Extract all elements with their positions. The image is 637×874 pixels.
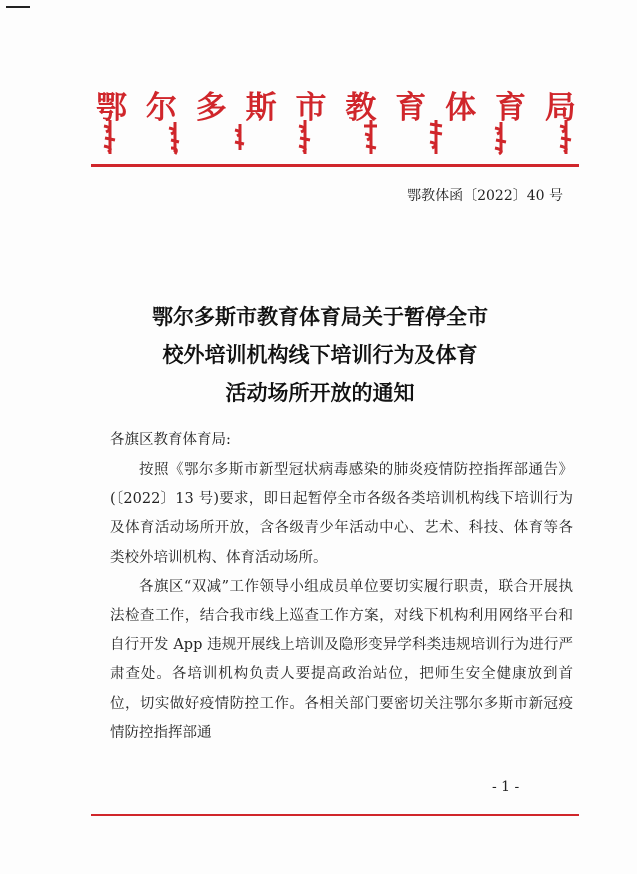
document-number: 鄂教体函〔2022〕40 号 (407, 188, 563, 204)
page-number: - 1 - (492, 779, 520, 795)
title-line: 校外培训机构线下培训行为及体育 (162, 343, 478, 367)
mongolian-script-glyph (165, 118, 185, 156)
letterhead-char: 体 (445, 90, 477, 126)
mongolian-script-glyph (295, 118, 315, 156)
letterhead-char: 育 (495, 90, 526, 126)
mongolian-script-glyph (100, 118, 120, 156)
document-body (110, 456, 573, 748)
mongolian-script-glyph (230, 118, 250, 156)
salutation: 各旗区教育体育局: (110, 432, 231, 448)
letterhead-char: 多 (195, 90, 227, 126)
body-paragraph: 各旗区“双减”工作领导小组成员单位要切实履行职责，联合开展执法检查工作，结合我市线上巡查工作方案，对线下机构利用网络平台和自行开发 App 违规开展线上培训及隐形变异学科类违规培训行为进行严肃查处。各培训机构负责人要提高政治站位，把师生安全健康放到首位，切实做好疫情防控工作。各相关部门要密切关注鄂尔多斯市新冠疫情防控指挥部通 (110, 578, 573, 741)
title-line: 鄂尔多斯市教育体育局关于暂停全市 (152, 305, 488, 329)
letterhead-char: 斯 (245, 90, 277, 126)
letterhead-char: 育 (395, 90, 427, 126)
letterhead-char: 教 (345, 90, 377, 126)
scan-mark (6, 6, 30, 8)
letterhead-divider (91, 164, 579, 167)
mongolian-script-glyph (361, 118, 381, 156)
document-title (60, 298, 580, 412)
body-paragraph: 按照《鄂尔多斯市新型冠状病毒感染的肺炎疫情防控指挥部通告》(〔2022〕13 号)要求，即日起暂停全市各级各类培训机构线下培训行为及体育活动场所开放，含各级青少年活动中心、艺术、科技、体育等各类校外培训机构、体育活动场所。 (110, 462, 573, 566)
letterhead-mongolian-script (100, 118, 576, 158)
footer-divider (91, 814, 579, 816)
title-line: 活动场所开放的通知 (225, 381, 415, 405)
mongolian-script-glyph (491, 118, 511, 156)
letterhead-char: 市 (295, 90, 327, 126)
letterhead-char: 尔 (145, 90, 177, 126)
letterhead-char: 鄂 (96, 90, 127, 126)
mongolian-script-glyph (556, 118, 576, 156)
mongolian-script-glyph (426, 118, 446, 156)
letterhead-char: 局 (544, 90, 576, 126)
